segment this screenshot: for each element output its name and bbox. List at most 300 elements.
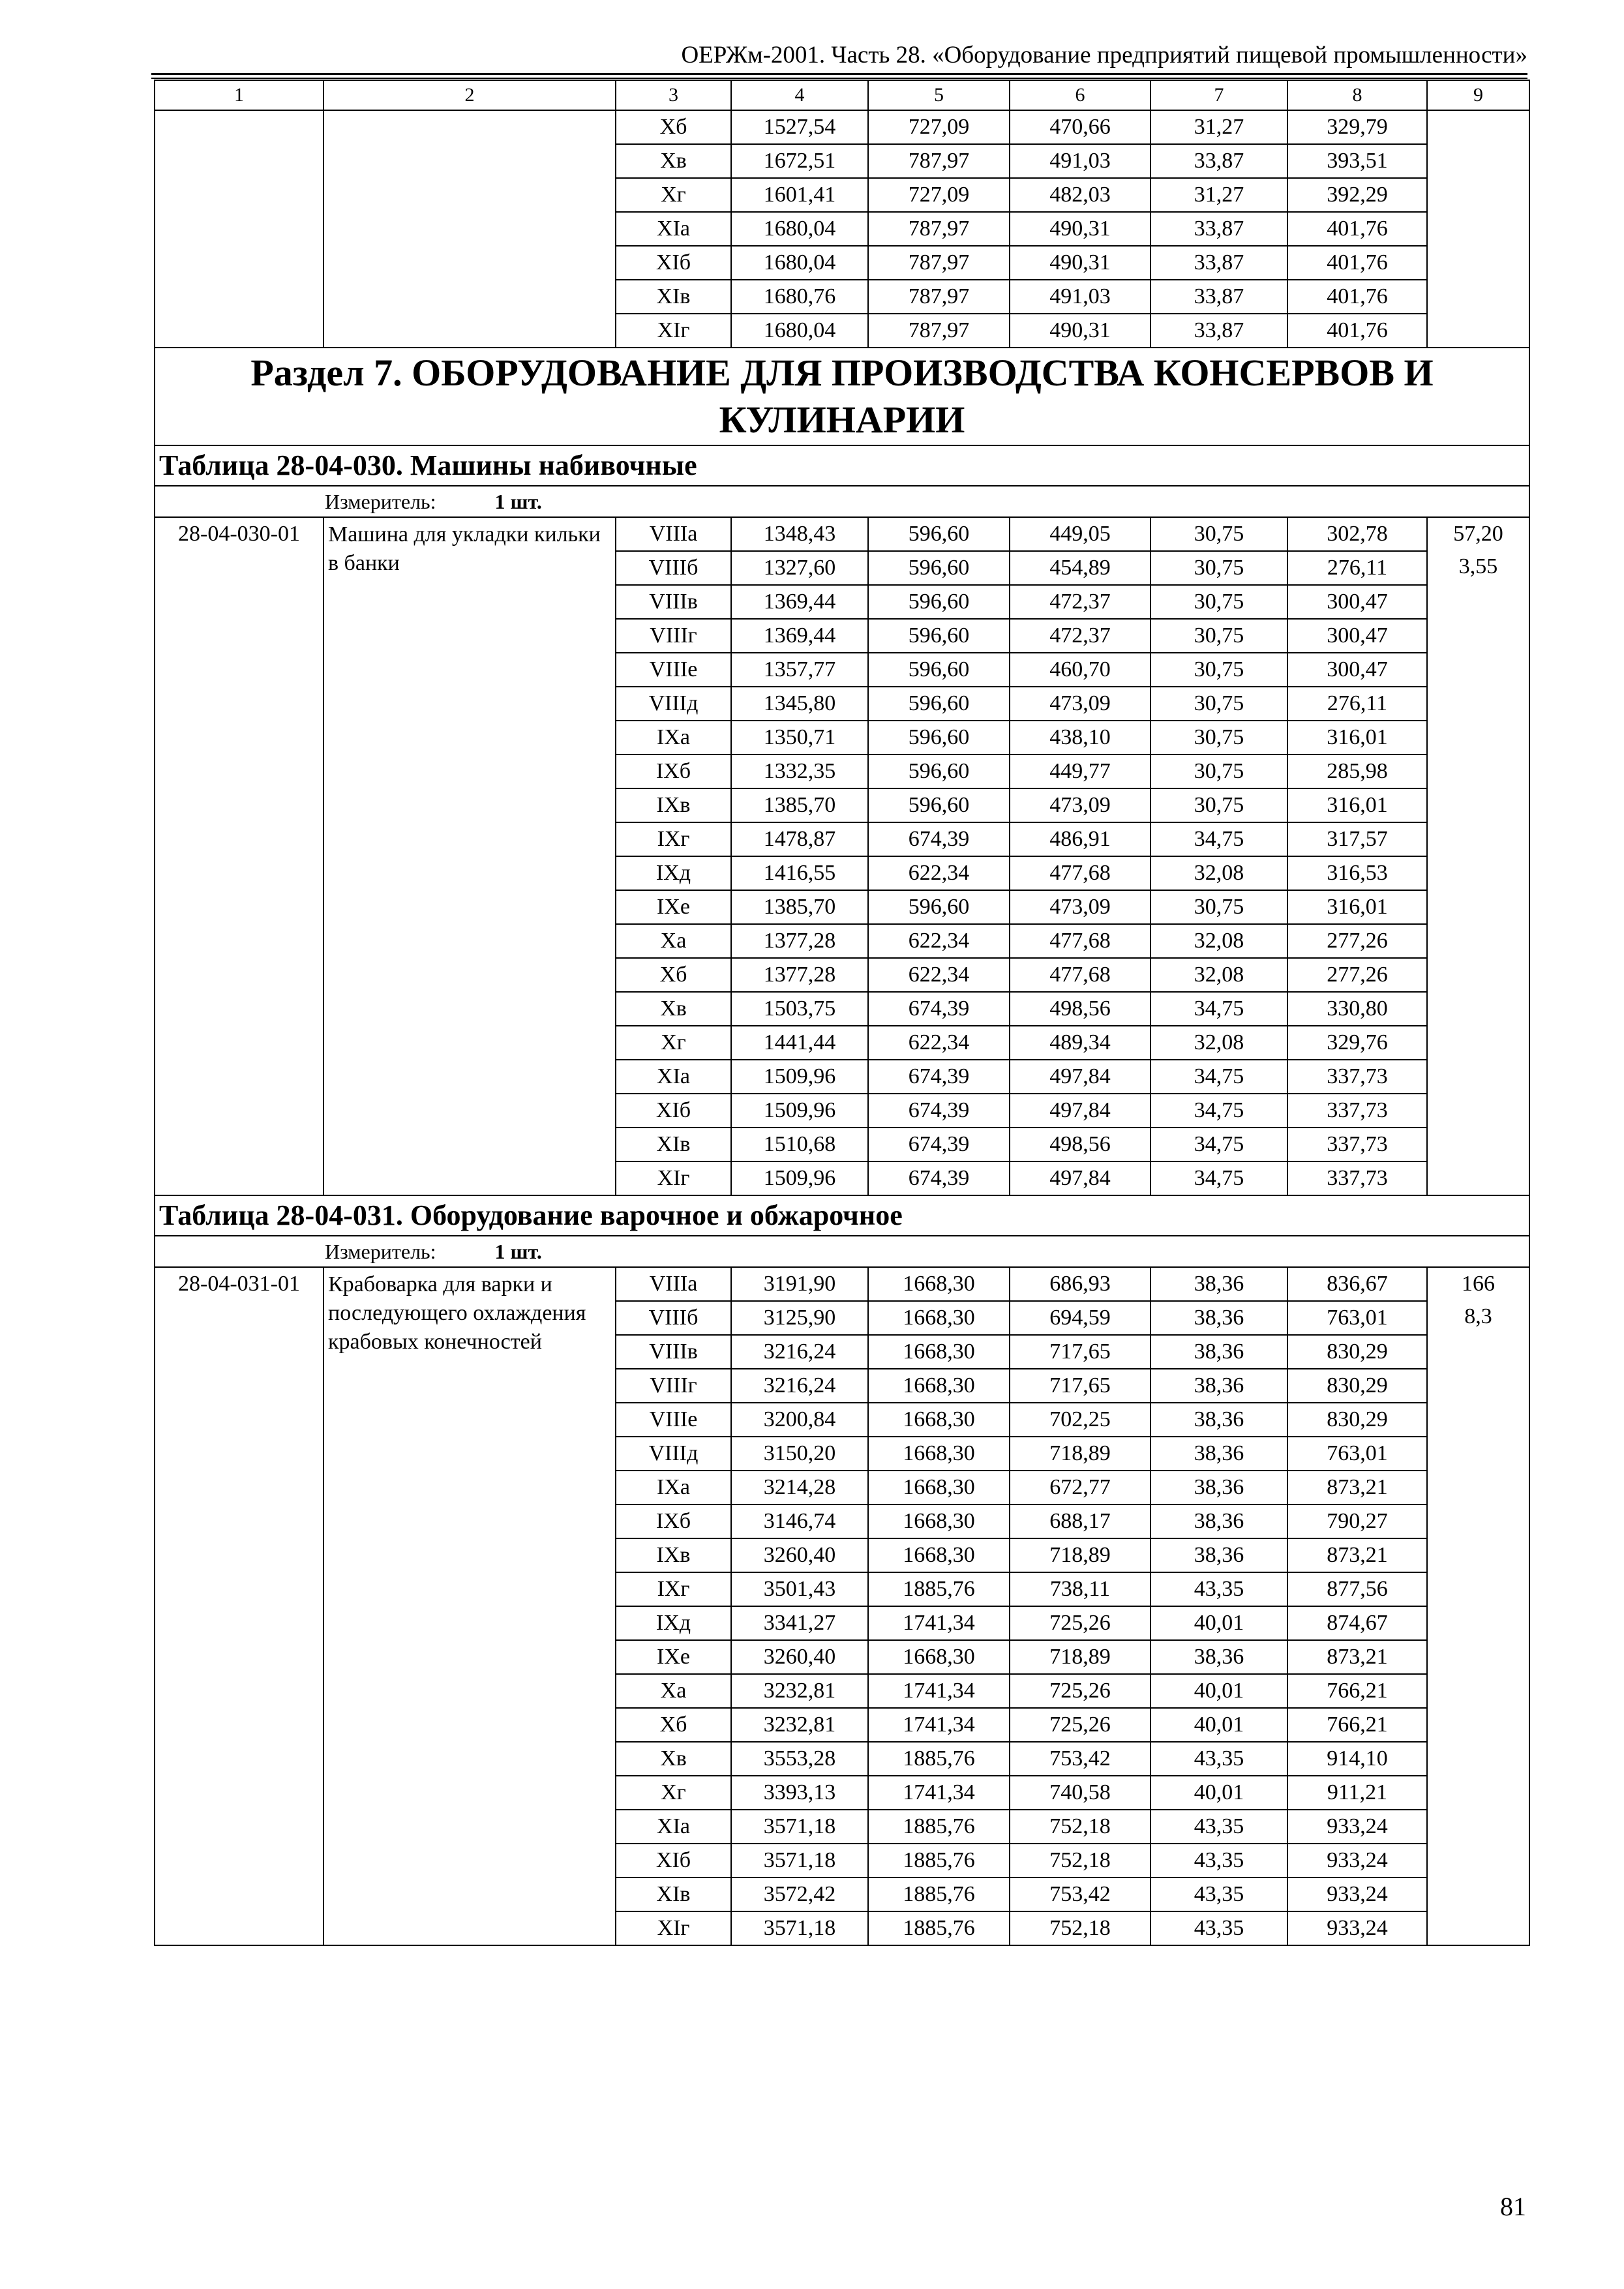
total-cost-cell: 3553,28 [731, 1742, 868, 1776]
machine-cost-cell: 725,26 [1010, 1606, 1150, 1640]
wages-cell: 1668,30 [868, 1335, 1010, 1369]
total-cost-cell: 3571,18 [731, 1911, 868, 1945]
driver-wages-cell: 38,36 [1150, 1437, 1287, 1471]
machine-cost-cell: 718,89 [1010, 1640, 1150, 1674]
total-cost-cell: 1509,96 [731, 1060, 868, 1094]
total-cost-cell: 1345,80 [731, 687, 868, 721]
total-cost-cell: 3150,20 [731, 1437, 868, 1471]
driver-wages-cell: 40,01 [1150, 1606, 1287, 1640]
measure-label: Измеритель: [325, 1240, 436, 1263]
region-cell: Xг [616, 1026, 731, 1060]
region-cell: Xв [616, 1742, 731, 1776]
column-number: 2 [323, 80, 616, 110]
machine-cost-cell: 482,03 [1010, 178, 1150, 212]
region-cell: XIв [616, 1878, 731, 1911]
wages-cell: 596,60 [868, 687, 1010, 721]
wages-cell: 622,34 [868, 1026, 1010, 1060]
materials-cell: 337,73 [1287, 1128, 1427, 1161]
wages-cell: 1668,30 [868, 1403, 1010, 1437]
machine-cost-cell: 752,18 [1010, 1810, 1150, 1844]
column-numbers-row [155, 80, 1529, 110]
driver-wages-cell: 33,87 [1150, 314, 1287, 348]
total-cost-cell: 3125,90 [731, 1301, 868, 1335]
driver-wages-cell: 38,36 [1150, 1538, 1287, 1572]
total-cost-cell: 1601,41 [731, 178, 868, 212]
materials-cell: 873,21 [1287, 1538, 1427, 1572]
region-cell: IXд [616, 1606, 731, 1640]
total-cost-cell: 1377,28 [731, 924, 868, 958]
machine-cost-cell: 497,84 [1010, 1060, 1150, 1094]
materials-cell: 300,47 [1287, 619, 1427, 653]
machine-cost-cell: 473,09 [1010, 687, 1150, 721]
driver-wages-cell: 43,35 [1150, 1572, 1287, 1606]
wages-cell: 622,34 [868, 856, 1010, 890]
machine-cost-cell: 472,37 [1010, 585, 1150, 619]
wages-cell: 1885,76 [868, 1844, 1010, 1878]
driver-wages-cell: 38,36 [1150, 1640, 1287, 1674]
wages-cell: 1741,34 [868, 1708, 1010, 1742]
machine-cost-cell: 491,03 [1010, 280, 1150, 314]
materials-cell: 933,24 [1287, 1810, 1427, 1844]
machine-cost-cell: 672,77 [1010, 1471, 1150, 1504]
region-cell: XIв [616, 280, 731, 314]
wages-cell: 1668,30 [868, 1301, 1010, 1335]
materials-cell: 766,21 [1287, 1708, 1427, 1742]
driver-wages-cell: 34,75 [1150, 1060, 1287, 1094]
wages-cell: 787,97 [868, 314, 1010, 348]
materials-cell: 873,21 [1287, 1471, 1427, 1504]
total-cost-cell: 1369,44 [731, 619, 868, 653]
resource-value: 166 [1462, 1272, 1495, 1296]
region-cell: IXе [616, 890, 731, 924]
total-cost-cell: 1509,96 [731, 1161, 868, 1195]
driver-wages-cell: 30,75 [1150, 619, 1287, 653]
driver-wages-cell: 43,35 [1150, 1844, 1287, 1878]
region-cell: XIг [616, 1911, 731, 1945]
region-cell: VIIIв [616, 585, 731, 619]
driver-wages-cell: 30,75 [1150, 755, 1287, 788]
total-cost-cell: 1332,35 [731, 755, 868, 788]
wages-cell: 1885,76 [868, 1878, 1010, 1911]
region-cell: VIIIд [616, 1437, 731, 1471]
region-cell: IXг [616, 822, 731, 856]
region-cell: XIг [616, 1161, 731, 1195]
region-cell: XIг [616, 314, 731, 348]
total-cost-cell: 3571,18 [731, 1810, 868, 1844]
driver-wages-cell: 38,36 [1150, 1369, 1287, 1403]
driver-wages-cell: 38,36 [1150, 1335, 1287, 1369]
materials-cell: 401,76 [1287, 212, 1427, 246]
wages-cell: 1668,30 [868, 1640, 1010, 1674]
total-cost-cell: 1510,68 [731, 1128, 868, 1161]
machine-cost-cell: 718,89 [1010, 1437, 1150, 1471]
machine-cost-cell: 686,93 [1010, 1267, 1150, 1301]
wages-cell: 787,97 [868, 144, 1010, 178]
machine-cost-cell: 490,31 [1010, 314, 1150, 348]
driver-wages-cell: 30,75 [1150, 585, 1287, 619]
wages-cell: 1885,76 [868, 1572, 1010, 1606]
region-cell: IXв [616, 1538, 731, 1572]
region-cell: Xв [616, 992, 731, 1026]
materials-cell: 401,76 [1287, 314, 1427, 348]
total-cost-cell: 1680,04 [731, 212, 868, 246]
wages-cell: 1741,34 [868, 1776, 1010, 1810]
region-cell: VIIIд [616, 687, 731, 721]
wages-cell: 1885,76 [868, 1911, 1010, 1945]
wages-cell: 596,60 [868, 619, 1010, 653]
machine-cost-cell: 688,17 [1010, 1504, 1150, 1538]
region-cell: Xа [616, 924, 731, 958]
materials-cell: 316,01 [1287, 721, 1427, 755]
wages-cell: 596,60 [868, 788, 1010, 822]
driver-wages-cell: 33,87 [1150, 246, 1287, 280]
total-cost-cell: 1680,04 [731, 314, 868, 348]
materials-cell: 276,11 [1287, 687, 1427, 721]
driver-wages-cell: 30,75 [1150, 687, 1287, 721]
measure-value: 1 шт. [494, 490, 542, 513]
machine-cost-cell: 473,09 [1010, 890, 1150, 924]
total-cost-cell: 3501,43 [731, 1572, 868, 1606]
machine-cost-cell: 472,37 [1010, 619, 1150, 653]
materials-cell: 914,10 [1287, 1742, 1427, 1776]
materials-cell: 337,73 [1287, 1161, 1427, 1195]
total-cost-cell: 1503,75 [731, 992, 868, 1026]
section-title: Раздел 7. ОБОРУДОВАНИЕ ДЛЯ ПРОИЗВОДСТВА КОНСЕРВОВ И КУЛИНАРИИ [155, 348, 1529, 445]
driver-wages-cell: 34,75 [1150, 1094, 1287, 1128]
driver-wages-cell: 34,75 [1150, 1161, 1287, 1195]
column-number: 1 [155, 80, 323, 110]
driver-wages-cell: 31,27 [1150, 110, 1287, 144]
materials-cell: 830,29 [1287, 1403, 1427, 1437]
machine-cost-cell: 497,84 [1010, 1161, 1150, 1195]
region-cell: VIIIб [616, 551, 731, 585]
machine-cost-cell: 694,59 [1010, 1301, 1150, 1335]
driver-wages-cell: 30,75 [1150, 551, 1287, 585]
total-cost-cell: 3393,13 [731, 1776, 868, 1810]
wages-cell: 787,97 [868, 280, 1010, 314]
machine-cost-cell: 477,68 [1010, 958, 1150, 992]
materials-cell: 277,26 [1287, 924, 1427, 958]
total-cost-cell: 1441,44 [731, 1026, 868, 1060]
driver-wages-cell: 31,27 [1150, 178, 1287, 212]
region-cell: Xг [616, 1776, 731, 1810]
materials-cell: 790,27 [1287, 1504, 1427, 1538]
materials-cell: 874,67 [1287, 1606, 1427, 1640]
region-cell: Xб [616, 1708, 731, 1742]
driver-wages-cell: 43,35 [1150, 1810, 1287, 1844]
measure-row [155, 1236, 1529, 1267]
machine-cost-cell: 490,31 [1010, 212, 1150, 246]
driver-wages-cell: 38,36 [1150, 1267, 1287, 1301]
driver-wages-cell: 40,01 [1150, 1776, 1287, 1810]
machine-cost-cell: 491,03 [1010, 144, 1150, 178]
driver-wages-cell: 30,75 [1150, 653, 1287, 687]
machine-cost-cell: 477,68 [1010, 924, 1150, 958]
total-cost-cell: 1348,43 [731, 517, 868, 551]
materials-cell: 911,21 [1287, 1776, 1427, 1810]
wages-cell: 1741,34 [868, 1606, 1010, 1640]
total-cost-cell: 1416,55 [731, 856, 868, 890]
machine-cost-cell: 490,31 [1010, 246, 1150, 280]
driver-wages-cell: 30,75 [1150, 788, 1287, 822]
table-title-row [155, 445, 1529, 486]
table-title-row [155, 1195, 1529, 1236]
driver-wages-cell: 34,75 [1150, 822, 1287, 856]
materials-cell: 316,01 [1287, 890, 1427, 924]
description-cell [323, 110, 616, 348]
region-cell: Xа [616, 1674, 731, 1708]
wages-cell: 1668,30 [868, 1538, 1010, 1572]
page-number: 81 [1500, 2192, 1526, 2221]
materials-cell: 316,01 [1287, 788, 1427, 822]
materials-cell: 836,67 [1287, 1267, 1427, 1301]
region-cell: VIIIа [616, 517, 731, 551]
driver-wages-cell: 32,08 [1150, 958, 1287, 992]
driver-wages-cell: 32,08 [1150, 856, 1287, 890]
materials-cell: 277,26 [1287, 958, 1427, 992]
machine-cost-cell: 449,05 [1010, 517, 1150, 551]
materials-cell: 300,47 [1287, 585, 1427, 619]
column-number: 7 [1150, 80, 1287, 110]
driver-wages-cell: 40,01 [1150, 1674, 1287, 1708]
machine-cost-cell: 718,89 [1010, 1538, 1150, 1572]
machine-cost-cell: 717,65 [1010, 1335, 1150, 1369]
driver-wages-cell: 43,35 [1150, 1911, 1287, 1945]
machine-cost-cell: 489,34 [1010, 1026, 1150, 1060]
code-cell: 28-04-030-01 [155, 517, 323, 1195]
wages-cell: 1668,30 [868, 1471, 1010, 1504]
materials-cell: 873,21 [1287, 1640, 1427, 1674]
total-cost-cell: 1385,70 [731, 890, 868, 924]
driver-wages-cell: 33,87 [1150, 280, 1287, 314]
column-number: 8 [1287, 80, 1427, 110]
machine-cost-cell: 725,26 [1010, 1674, 1150, 1708]
machine-cost-cell: 753,42 [1010, 1878, 1150, 1911]
wages-cell: 674,39 [868, 1161, 1010, 1195]
measure-cell [155, 1236, 1529, 1267]
table-title: Таблица 28-04-030. Машины набивочные [155, 445, 1529, 486]
measure-value: 1 шт. [494, 1240, 542, 1263]
total-cost-cell: 1509,96 [731, 1094, 868, 1128]
description-cell: Крабоварка для варки и последующего охлаждения крабовых конечностей [323, 1267, 616, 1945]
wages-cell: 674,39 [868, 1094, 1010, 1128]
total-cost-cell: 1385,70 [731, 788, 868, 822]
wages-cell: 596,60 [868, 721, 1010, 755]
materials-cell: 329,76 [1287, 1026, 1427, 1060]
materials-cell: 317,57 [1287, 822, 1427, 856]
machine-cost-cell: 752,18 [1010, 1911, 1150, 1945]
wages-cell: 1885,76 [868, 1810, 1010, 1844]
wages-cell: 1668,30 [868, 1504, 1010, 1538]
region-cell: VIIIе [616, 653, 731, 687]
total-cost-cell: 1527,54 [731, 110, 868, 144]
region-cell: XIб [616, 1094, 731, 1128]
region-cell: IXд [616, 856, 731, 890]
materials-cell: 763,01 [1287, 1437, 1427, 1471]
region-cell: IXе [616, 1640, 731, 1674]
price-table [154, 80, 1530, 1946]
materials-cell: 933,24 [1287, 1844, 1427, 1878]
total-cost-cell: 1672,51 [731, 144, 868, 178]
driver-wages-cell: 30,75 [1150, 890, 1287, 924]
wages-cell: 1668,30 [868, 1267, 1010, 1301]
region-cell: XIб [616, 246, 731, 280]
resource-value: 57,20 [1453, 522, 1503, 546]
section-title-row [155, 348, 1529, 445]
driver-wages-cell: 32,08 [1150, 924, 1287, 958]
region-cell: XIа [616, 1060, 731, 1094]
total-cost-cell: 3214,28 [731, 1471, 868, 1504]
measure-label: Измеритель: [325, 490, 436, 513]
wages-cell: 1668,30 [868, 1437, 1010, 1471]
materials-cell: 401,76 [1287, 280, 1427, 314]
table-row [155, 110, 1529, 144]
wages-cell: 622,34 [868, 924, 1010, 958]
region-cell: IXб [616, 755, 731, 788]
total-cost-cell: 3191,90 [731, 1267, 868, 1301]
driver-wages-cell: 43,35 [1150, 1742, 1287, 1776]
total-cost-cell: 3341,27 [731, 1606, 868, 1640]
region-cell: VIIIг [616, 619, 731, 653]
materials-cell: 302,78 [1287, 517, 1427, 551]
region-cell: IXа [616, 721, 731, 755]
materials-cell: 329,79 [1287, 110, 1427, 144]
resource-cell [1427, 110, 1529, 348]
running-title: ОЕРЖм-2001. Часть 28. «Оборудование предприятий пищевой промышленности» [681, 42, 1527, 68]
region-cell: IXа [616, 1471, 731, 1504]
measure-cell [155, 486, 1529, 517]
machine-cost-cell: 473,09 [1010, 788, 1150, 822]
wages-cell: 596,60 [868, 585, 1010, 619]
driver-wages-cell: 30,75 [1150, 721, 1287, 755]
total-cost-cell: 3216,24 [731, 1335, 868, 1369]
wages-cell: 1741,34 [868, 1674, 1010, 1708]
materials-cell: 763,01 [1287, 1301, 1427, 1335]
wages-cell: 727,09 [868, 178, 1010, 212]
machine-cost-cell: 752,18 [1010, 1844, 1150, 1878]
total-cost-cell: 3260,40 [731, 1640, 868, 1674]
materials-cell: 830,29 [1287, 1369, 1427, 1403]
materials-cell: 330,80 [1287, 992, 1427, 1026]
machine-cost-cell: 477,68 [1010, 856, 1150, 890]
region-cell: XIв [616, 1128, 731, 1161]
machine-cost-cell: 454,89 [1010, 551, 1150, 585]
resource-cell [1427, 1267, 1529, 1945]
materials-cell: 337,73 [1287, 1094, 1427, 1128]
region-cell: IXб [616, 1504, 731, 1538]
region-cell: XIб [616, 1844, 731, 1878]
driver-wages-cell: 33,87 [1150, 144, 1287, 178]
region-cell: IXг [616, 1572, 731, 1606]
code-cell [155, 110, 323, 348]
machine-cost-cell: 725,26 [1010, 1708, 1150, 1742]
total-cost-cell: 1327,60 [731, 551, 868, 585]
machine-cost-cell: 486,91 [1010, 822, 1150, 856]
machine-cost-cell: 438,10 [1010, 721, 1150, 755]
region-cell: VIIIа [616, 1267, 731, 1301]
total-cost-cell: 3200,84 [731, 1403, 868, 1437]
wages-cell: 596,60 [868, 653, 1010, 687]
materials-cell: 933,24 [1287, 1878, 1427, 1911]
total-cost-cell: 3216,24 [731, 1369, 868, 1403]
machine-cost-cell: 738,11 [1010, 1572, 1150, 1606]
column-number: 5 [868, 80, 1010, 110]
region-cell: VIIIг [616, 1369, 731, 1403]
region-cell: Xв [616, 144, 731, 178]
table-row [155, 517, 1529, 551]
materials-cell: 933,24 [1287, 1911, 1427, 1945]
machine-cost-cell: 740,58 [1010, 1776, 1150, 1810]
total-cost-cell: 3232,81 [731, 1674, 868, 1708]
code-cell: 28-04-031-01 [155, 1267, 323, 1945]
machine-cost-cell: 498,56 [1010, 1128, 1150, 1161]
machine-cost-cell: 497,84 [1010, 1094, 1150, 1128]
column-number: 6 [1010, 80, 1150, 110]
header-rule-thin [151, 78, 1527, 79]
total-cost-cell: 1377,28 [731, 958, 868, 992]
materials-cell: 337,73 [1287, 1060, 1427, 1094]
driver-wages-cell: 38,36 [1150, 1471, 1287, 1504]
wages-cell: 596,60 [868, 517, 1010, 551]
wages-cell: 674,39 [868, 992, 1010, 1026]
wages-cell: 1668,30 [868, 1369, 1010, 1403]
wages-cell: 727,09 [868, 110, 1010, 144]
total-cost-cell: 1680,76 [731, 280, 868, 314]
column-number: 9 [1427, 80, 1529, 110]
materials-cell: 766,21 [1287, 1674, 1427, 1708]
total-cost-cell: 1357,77 [731, 653, 868, 687]
resource-value: 3,55 [1458, 554, 1498, 578]
driver-wages-cell: 38,36 [1150, 1504, 1287, 1538]
wages-cell: 787,97 [868, 246, 1010, 280]
machine-cost-cell: 498,56 [1010, 992, 1150, 1026]
wages-cell: 674,39 [868, 1060, 1010, 1094]
wages-cell: 674,39 [868, 1128, 1010, 1161]
driver-wages-cell: 30,75 [1150, 517, 1287, 551]
resource-value: 8,3 [1464, 1304, 1492, 1328]
table-title: Таблица 28-04-031. Оборудование варочное и обжарочное [155, 1195, 1529, 1236]
wages-cell: 787,97 [868, 212, 1010, 246]
resource-cell [1427, 517, 1529, 1195]
total-cost-cell: 3571,18 [731, 1844, 868, 1878]
machine-cost-cell: 717,65 [1010, 1369, 1150, 1403]
description-cell: Машина для укладки кильки в банки [323, 517, 616, 1195]
total-cost-cell: 3572,42 [731, 1878, 868, 1911]
region-cell: VIIIе [616, 1403, 731, 1437]
machine-cost-cell: 702,25 [1010, 1403, 1150, 1437]
driver-wages-cell: 38,36 [1150, 1403, 1287, 1437]
wages-cell: 596,60 [868, 755, 1010, 788]
materials-cell: 300,47 [1287, 653, 1427, 687]
driver-wages-cell: 32,08 [1150, 1026, 1287, 1060]
wages-cell: 1885,76 [868, 1742, 1010, 1776]
region-cell: Xг [616, 178, 731, 212]
machine-cost-cell: 449,77 [1010, 755, 1150, 788]
materials-cell: 393,51 [1287, 144, 1427, 178]
region-cell: IXв [616, 788, 731, 822]
header-rule [151, 73, 1527, 75]
region-cell: VIIIв [616, 1335, 731, 1369]
driver-wages-cell: 34,75 [1150, 1128, 1287, 1161]
driver-wages-cell: 33,87 [1150, 212, 1287, 246]
materials-cell: 285,98 [1287, 755, 1427, 788]
materials-cell: 401,76 [1287, 246, 1427, 280]
total-cost-cell: 1680,04 [731, 246, 868, 280]
region-cell: XIа [616, 212, 731, 246]
wages-cell: 622,34 [868, 958, 1010, 992]
driver-wages-cell: 38,36 [1150, 1301, 1287, 1335]
region-cell: XIа [616, 1810, 731, 1844]
